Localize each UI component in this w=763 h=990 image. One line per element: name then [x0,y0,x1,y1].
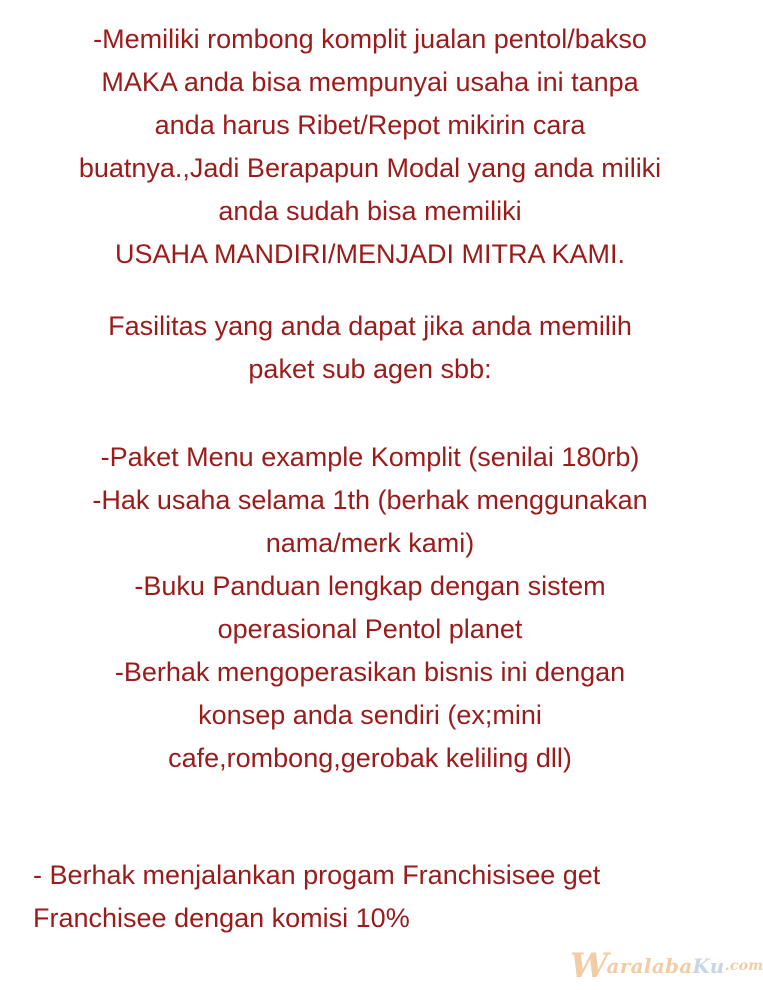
watermark-logo-text-part1: aralaba [606,954,693,978]
intro-line: -Memiliki rombong komplit jualan pentol/bakso [93,24,647,54]
benefit-line: cafe,rombong,gerobak keliling dll) [168,743,572,773]
benefit-line: operasional Pentol planet [217,614,523,644]
intro-line: anda harus Ribet/Repot mikirin cara [154,110,586,140]
referral-line: Franchisee dengan komisi 10% [33,903,410,933]
intro-line: buatnya.,Jadi Berapapun Modal yang anda miliki [78,153,662,183]
intro-line: MAKA anda bisa mempunyai usaha ini tanpa [101,67,639,97]
benefits-list [20,436,720,780]
referral-paragraph [33,854,723,940]
benefit-line: -Berhak mengoperasikan bisnis ini dengan [114,657,626,687]
watermark-logo [570,946,763,986]
intro-paragraph [20,18,720,276]
watermark-logo-mark: W [570,946,609,986]
benefit-line: -Buku Panduan lengkap dengan sistem [134,571,606,601]
watermark-logo-text-part3: .com [724,958,763,974]
benefit-line: -Hak usaha selama 1th (berhak menggunakan [92,485,648,515]
benefit-line: nama/merk kami) [265,528,475,558]
intro-line: anda sudah bisa memiliki [218,196,522,226]
benefit-line: -Paket Menu example Komplit (senilai 180rb) [100,442,640,472]
benefit-line: konsep anda sendiri (ex;mini [198,700,542,730]
facilities-heading-line: Fasilitas yang anda dapat jika anda memilih [108,311,632,341]
facilities-heading-line: paket sub agen sbb: [248,354,492,384]
referral-line: - Berhak menjalankan progam Franchisisee get [33,860,601,890]
intro-line: USAHA MANDIRI/MENJADI MITRA KAMI. [114,239,626,269]
watermark-logo-text-part2: Ku [692,954,725,978]
facilities-heading [20,305,720,391]
